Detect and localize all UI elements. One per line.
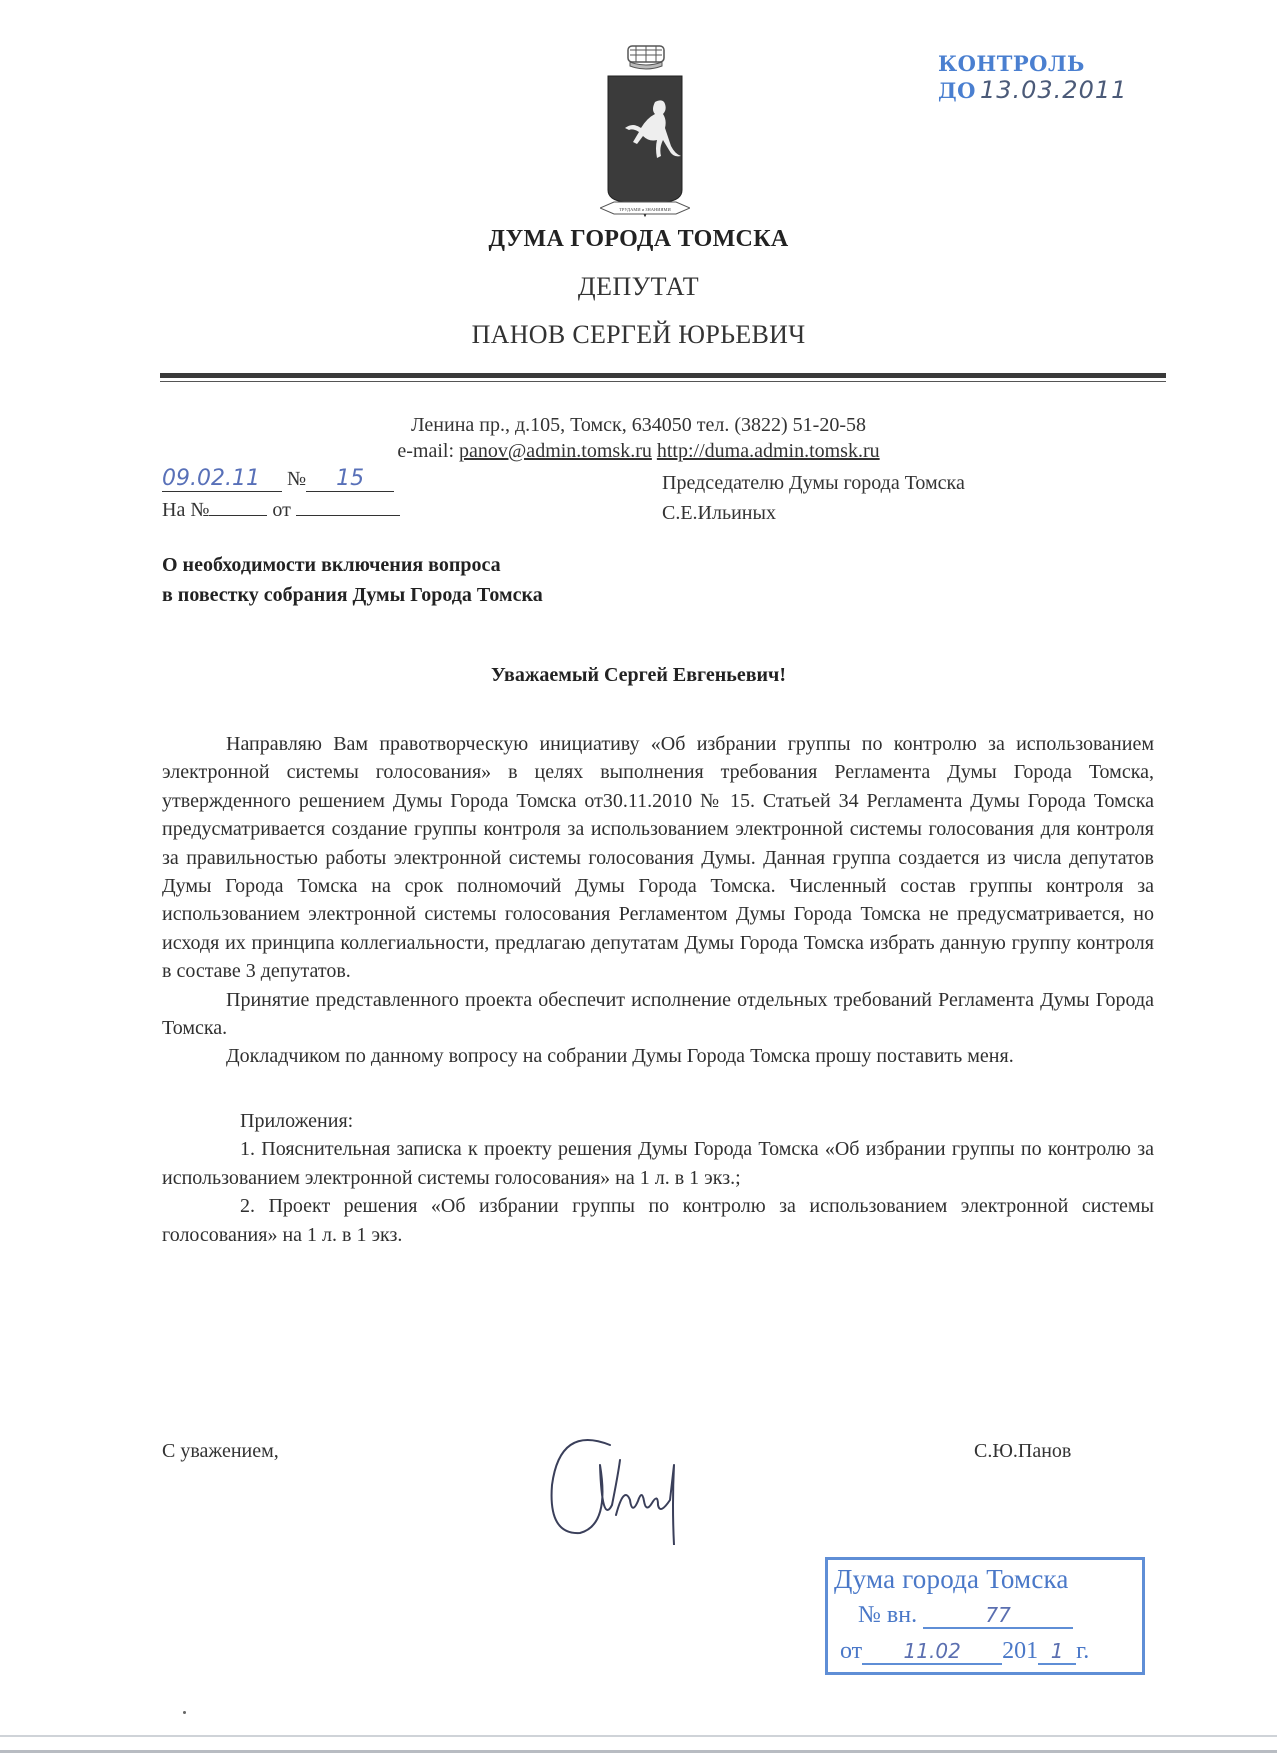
attachments-heading: Приложения:	[240, 1109, 354, 1132]
tomsk-coat-of-arms-icon	[600, 40, 690, 220]
contact-line	[0, 440, 1277, 463]
subject-line-2: в повестку собрания Думы Города Томска	[162, 584, 543, 606]
letterhead-rule-thin	[160, 381, 1166, 382]
registration-number: 77	[923, 1603, 1073, 1629]
scan-edge-line	[0, 1735, 1277, 1737]
registration-year-unit: г.	[1076, 1638, 1090, 1664]
signature-icon	[540, 1405, 710, 1545]
crown-icon	[628, 46, 664, 69]
registration-date-row	[840, 1638, 1089, 1665]
letterhead-rule-thick	[160, 373, 1166, 378]
reply-number-blank	[209, 499, 267, 516]
attachment-item: 1. Пояснительная записка к проекту решения Думы Города Томска «Об избрании группы по контролю за использованием электронной системы голосования» на 1 л. в 1 экз.;	[162, 1138, 1154, 1189]
body-paragraph: Докладчиком по данному вопросу на собрании Думы Города Томска прошу поставить меня.	[226, 1045, 1014, 1068]
subject	[162, 550, 543, 610]
email-label: e-mail:	[397, 440, 455, 462]
deputy-role: ДЕПУТАТ	[577, 272, 700, 301]
addressee-title: Председателю Думы города Томска	[662, 472, 965, 494]
deputy-name: ПАНОВ СЕРГЕЙ ЮРЬЕВИЧ	[471, 320, 806, 349]
scan-speck	[183, 1711, 186, 1714]
website-link[interactable]: http://duma.admin.tomsk.ru	[656, 440, 880, 462]
reply-from-label: от	[272, 499, 291, 521]
motto-text: ТРУДАМИ и ЗНАНИЯМИ	[619, 207, 671, 212]
registration-year-prefix: 201	[1002, 1638, 1039, 1664]
address-line: Ленина пр., д.105, Томск, 634050 тел. (3822) 51-20-58	[411, 414, 866, 436]
control-stamp-until-prefix: ДО	[938, 78, 976, 103]
registration-number-label: № вн.	[858, 1602, 918, 1628]
registration-year-suffix: 1	[1038, 1639, 1076, 1665]
outgoing-number: 15	[306, 466, 394, 492]
signer-name: С.Ю.Панов	[974, 1440, 1072, 1462]
outgoing-date: 09.02.11	[162, 466, 282, 492]
attachment-item: 2. Проект решения «Об избрании группы по контролю за использованием электронной системы голосования» на 1 л. в 1 экз.	[162, 1195, 1154, 1246]
control-stamp-date: 13.03.2011	[979, 76, 1128, 104]
registration-stamp-organization: Дума города Томска	[834, 1564, 1069, 1594]
valediction: С уважением,	[162, 1440, 279, 1462]
motto-ribbon-icon	[600, 202, 690, 214]
reply-number-label: На №	[162, 499, 210, 521]
addressee	[662, 468, 965, 528]
body-paragraph: Принятие представленного проекта обеспечит исполнение отдельных требований Регламента Думы Города Томска.	[162, 988, 1154, 1040]
body-paragraph: Направляю Вам правотворческую инициативу «Об избрании группы по контролю за использованием электронной системы голосования» в целях выполнения требования Регламента Думы Города Томска, утвержденного решением Думы Города Томска от30.11.2010 № 15. Статьей 34 Регламента Думы Города Томска предусматривается создание группы контроля за использованием электронной системы голосования для контроля за правильностью работы электронной системы голосования Думы. Данная группа создается из числа депутатов Думы Города Томска на срок полномочий Думы Города Томска. Численный состав группы контроля за использованием электронной системы голосования Регламентом Думы Города Томска не предусматривается, но исходя их принципа коллегиальности, предлагаю депутатам Думы Города Томска избрать данную группу контроля в составе 3 депутатов.	[162, 733, 1154, 983]
registration-date: 11.02	[862, 1639, 1002, 1665]
registration-date-label: от	[840, 1638, 863, 1664]
control-stamp	[938, 52, 1127, 104]
addressee-name: С.Е.Ильиных	[662, 502, 776, 524]
reply-reference-line	[162, 499, 400, 522]
registration-number-row	[858, 1602, 1073, 1629]
subject-line-1: О необходимости включения вопроса	[162, 554, 501, 576]
reply-date-blank	[296, 499, 400, 516]
salutation: Уважаемый Сергей Евгеньевич!	[491, 664, 786, 686]
number-label: №	[287, 468, 307, 490]
outgoing-number-line	[162, 466, 394, 492]
email-link[interactable]: panov@admin.tomsk.ru	[459, 440, 652, 462]
registration-stamp	[825, 1557, 1145, 1675]
control-stamp-label: КОНТРОЛЬ	[938, 51, 1085, 76]
letter-body	[162, 730, 1154, 1249]
organization-name: ДУМА ГОРОДА ТОМСКА	[488, 226, 789, 252]
scan-edge-line	[0, 1750, 1277, 1753]
